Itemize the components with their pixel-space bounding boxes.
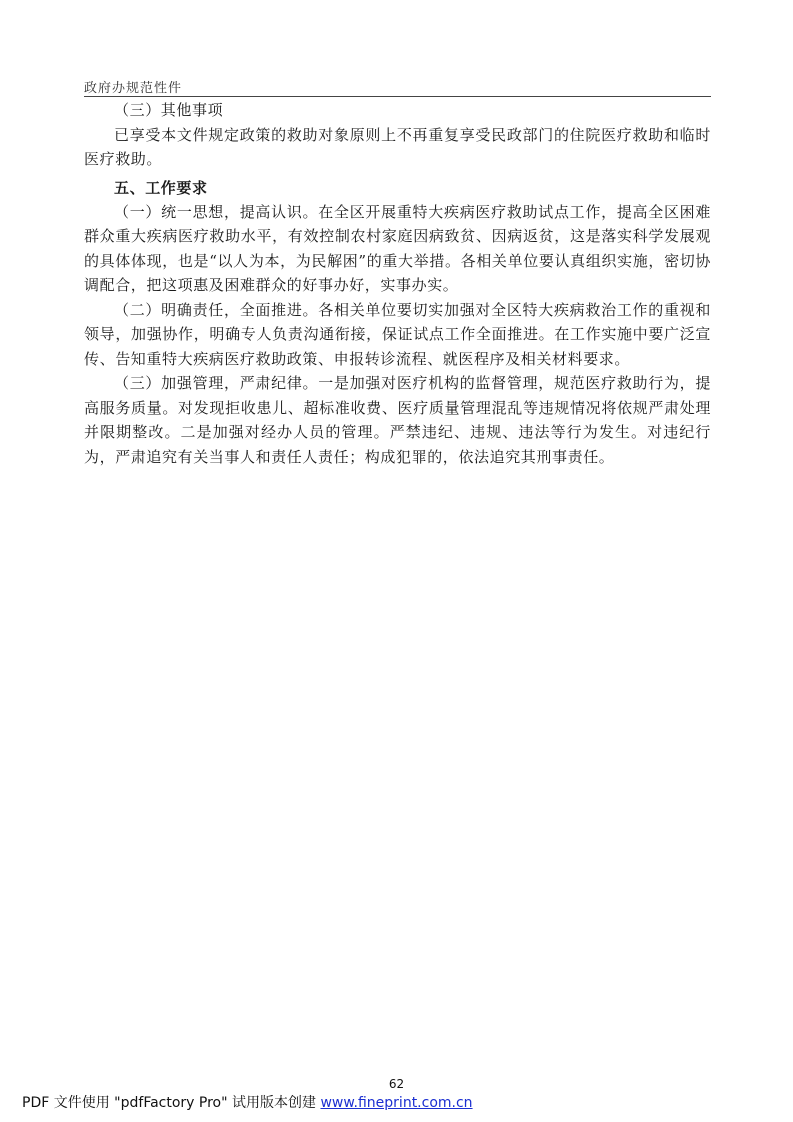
header-title: 政府办规范性件 [84, 81, 183, 96]
pdf-footer [22, 1092, 473, 1112]
section-other-matters-body: 已享受本文件规定政策的救助对象原则上不再重复享受民政部门的住院医疗救助和临时医疗救助。 [84, 125, 711, 168]
requirement-item-3: （三）加强管理，严肃纪律。一是加强对医疗机构的监督管理，规范医疗救助行为，提高服务质量。对发现拒收患儿、超标准收费、医疗质量管理混乱等违规情况将依规严肃处理并限期整改。二是加强对经办人员的管理。严禁违纪、违规、违法等行为发生。对违纪行为，严肃追究有关当事人和责任人责任；构成犯罪的，依法追究其刑事责任。 [84, 374, 711, 466]
section-work-requirements-title: 五、工作要求 [114, 178, 208, 197]
requirement-item-1: （一）统一思想，提高认识。在全区开展重特大疾病医疗救助试点工作，提高全区困难群众重大疾病医疗救助水平，有效控制农村家庭因病致贫、因病返贫，这是落实科学发展观的具体体现，也是“以人为本，为民解困”的重大举措。各相关单位要认真组织实施，密切协调配合，把这项惠及困难群众的好事办好，实事办实。 [84, 202, 711, 294]
running-header [84, 76, 711, 97]
page-number: 62 [388, 1077, 405, 1091]
section-other-matters-title: （三）其他事项 [114, 101, 224, 119]
footer-text: PDF 文件使用 "pdfFactory Pro" 试用版本创建 [22, 1095, 321, 1111]
document-body [84, 98, 711, 469]
requirement-item-2: （二）明确责任，全面推进。各相关单位要切实加强对全区特大疾病救治工作的重视和领导，加强协作，明确专人负责沟通衔接，保证试点工作全面推进。在工作实施中要广泛宣传、告知重特大疾病医疗救助政策、申报转诊流程、就医程序及相关材料要求。 [84, 300, 711, 368]
footer-link[interactable]: www.fineprint.com.cn [320, 1095, 473, 1111]
